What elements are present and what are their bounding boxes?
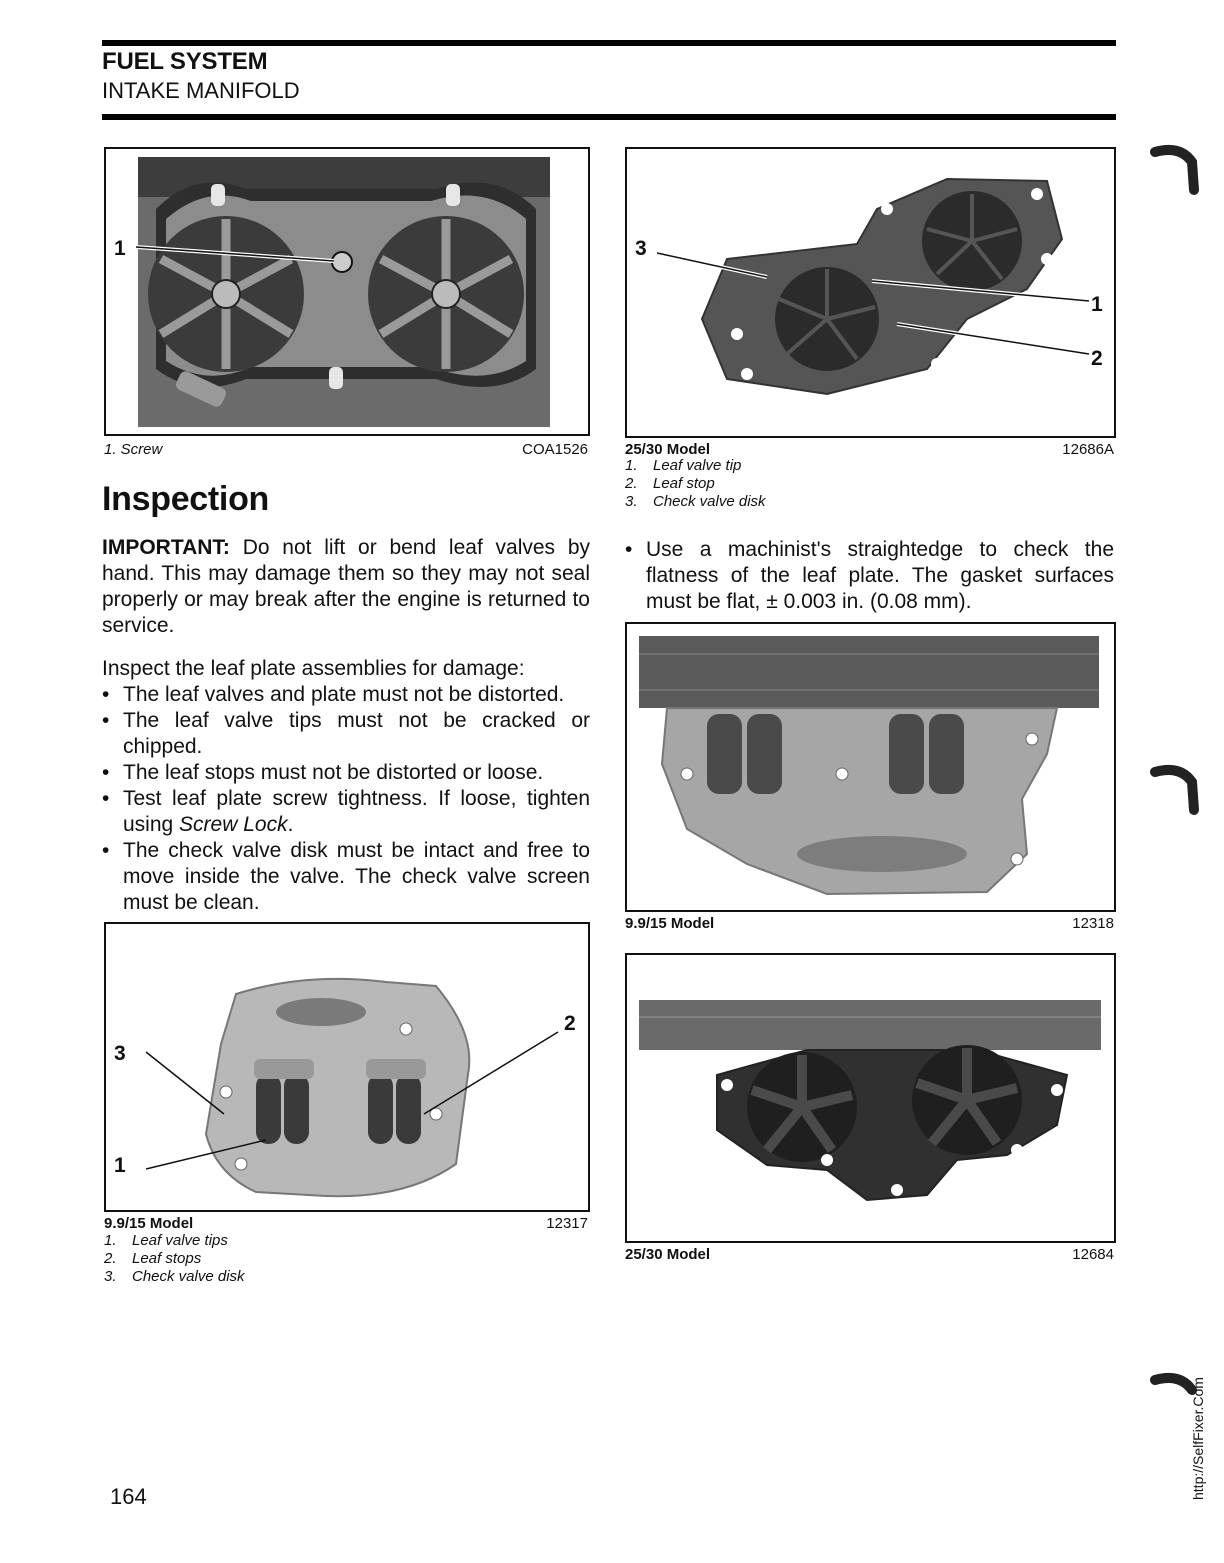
list-item: 3. Check valve disk [104, 1268, 245, 1285]
inspection-bullets [102, 682, 590, 916]
callout-3: 3 [114, 1042, 126, 1065]
caption-screw: 1. Screw [104, 441, 163, 458]
leaf-plate-photo [106, 924, 588, 1210]
straightedge-photo [627, 624, 1114, 910]
figure-code: 12684 [1072, 1246, 1114, 1263]
screw-lock-term: Screw Lock [179, 813, 288, 836]
straightedge-photo [627, 955, 1114, 1241]
list-item: • Use a machinist's straightedge to check the flatness of the leaf plate. The gasket surfaces must be flat, ± 0.003 in. (0.08 mm). [625, 537, 1114, 615]
bullet4-text: Test leaf plate screw tightness. If loose, tighten using [123, 787, 590, 836]
model-label: 25/30 Model [625, 441, 711, 458]
bullet4-end: . [287, 813, 294, 836]
callout-1: 1 [1091, 293, 1103, 316]
figure-code: 12318 [1072, 915, 1114, 932]
figure-code: 12317 [546, 1215, 588, 1232]
figure-code: 12686A [1062, 441, 1114, 458]
top-rule [102, 40, 1116, 46]
figure-25-30-leaf-plate [625, 147, 1116, 438]
figure-9-9-15-straightedge [625, 622, 1116, 912]
list-item: 1. Leaf valve tips [104, 1232, 228, 1249]
figure-12686A-legend [625, 457, 766, 511]
watermark-url: http://SelfFixer.Com [1190, 1377, 1206, 1500]
list-item: • The check valve disk must be intact and free to move inside the valve. The check valve screen must be clean. [102, 838, 590, 916]
callout-2: 2 [564, 1012, 576, 1035]
binding-tab-mark [1150, 760, 1200, 820]
callout-1: 1 [114, 1154, 126, 1177]
list-item: • The leaf stops must not be distorted or loose. [102, 760, 590, 786]
figure-9-9-15-leaf-plate [104, 922, 590, 1212]
binding-tab-mark [1150, 140, 1200, 200]
figure-manifold-screw [104, 147, 590, 436]
list-item: 2. Leaf stop [625, 475, 715, 492]
section-heading: Inspection [102, 480, 270, 518]
page-number: 164 [110, 1484, 147, 1509]
figure-12686A-caption [625, 441, 1114, 458]
figure-25-30-straightedge [625, 953, 1116, 1243]
important-note [102, 535, 590, 639]
list-item: 1. Leaf valve tip [625, 457, 742, 474]
callout-1: 1 [114, 237, 126, 260]
model-label: 9.9/15 Model [625, 915, 715, 932]
model-label: 9.9/15 Model [104, 1215, 194, 1232]
section-subtitle: INTAKE MANIFOLD [102, 78, 300, 103]
important-label: IMPORTANT: [102, 536, 230, 559]
figure-12317-legend [104, 1232, 245, 1286]
list-item: 3. Check valve disk [625, 493, 766, 510]
manifold-photo [106, 149, 588, 434]
figure-1-caption [104, 441, 588, 458]
list-item: 2. Leaf stops [104, 1250, 202, 1267]
callout-3: 3 [635, 237, 647, 260]
straightedge-bullet [625, 537, 1114, 615]
model-label: 25/30 Model [625, 1246, 711, 1263]
figure-12318-caption [625, 915, 1114, 932]
list-item [102, 786, 590, 838]
leaf-plate-photo [627, 149, 1114, 436]
figure-12317-caption [104, 1215, 588, 1232]
chapter-title: FUEL SYSTEM [102, 48, 268, 75]
important-text: Do not lift or bend leaf valves by hand. This may damage them so they may not seal properly or may break after the engine is returned to service. [102, 536, 590, 637]
callout-2: 2 [1091, 347, 1103, 370]
header-bottom-rule [102, 114, 1116, 120]
figure-12684-caption [625, 1246, 1114, 1263]
inspect-intro: Inspect the leaf plate assemblies for damage: [102, 657, 525, 680]
list-item: • The leaf valve tips must not be cracked or chipped. [102, 708, 590, 760]
figure-code: COA1526 [522, 441, 588, 458]
list-item: • The leaf valves and plate must not be distorted. [102, 682, 590, 708]
